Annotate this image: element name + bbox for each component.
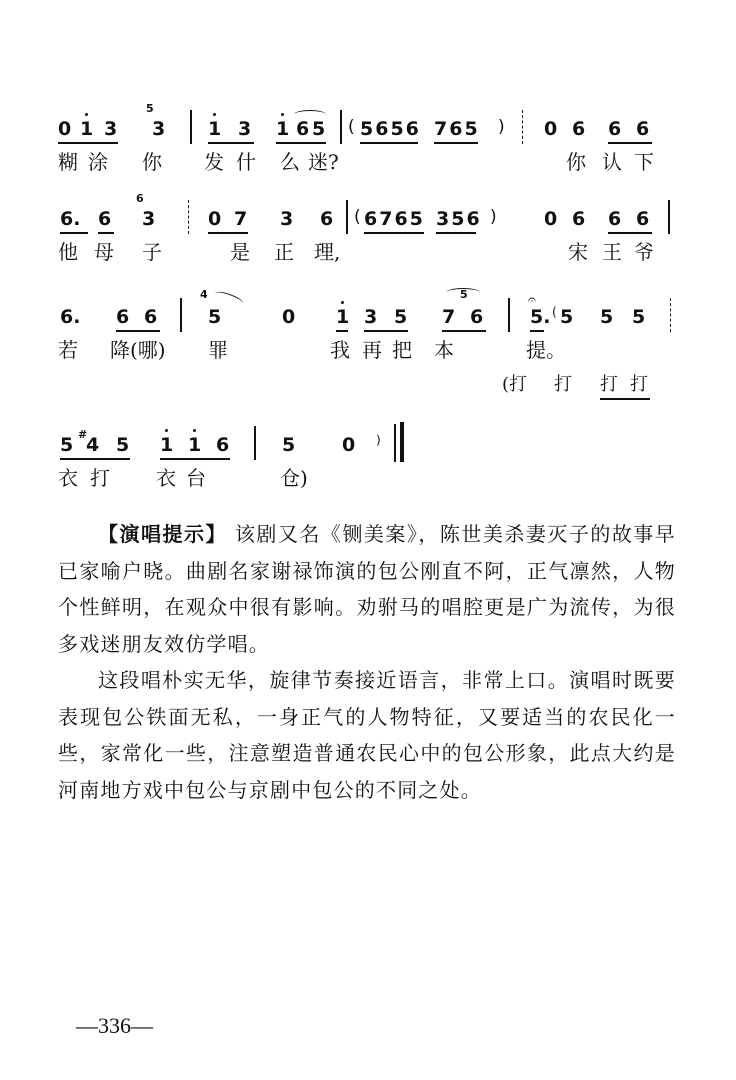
lyric: 发 (204, 150, 224, 174)
note: 6 (144, 306, 158, 328)
note: 5 (632, 306, 646, 328)
score-line-2 (58, 194, 678, 284)
note: 6 (296, 118, 310, 140)
lyrics-row (58, 466, 678, 496)
lyric: 王 (602, 240, 622, 264)
paragraph-1 (58, 516, 676, 662)
barline (188, 200, 189, 234)
note: 5 (116, 434, 130, 456)
note: 6 (470, 306, 484, 328)
barline (346, 200, 348, 234)
note: 1 (80, 118, 94, 140)
barline (508, 298, 510, 332)
note: 7 (234, 208, 248, 230)
beam (364, 330, 408, 332)
note: 0 (342, 434, 356, 456)
note: 5 (60, 434, 74, 456)
performance-notes (58, 516, 676, 808)
final-barline (400, 422, 404, 462)
slur (446, 288, 480, 297)
barline (670, 298, 671, 332)
lyric: 台 (186, 466, 206, 490)
barline (190, 110, 192, 144)
note: 1 (188, 434, 202, 456)
note: 1 (208, 118, 222, 140)
lyric: 把 (392, 338, 412, 362)
percussion-syllable: 打 (630, 374, 648, 395)
barline (254, 426, 256, 460)
percussion-syllable: 打 (600, 374, 618, 395)
lyric: 衣 (156, 466, 176, 490)
barline (668, 200, 670, 234)
lyric: 么 (280, 150, 300, 174)
beam (160, 458, 230, 460)
lyric: 理, (314, 240, 341, 264)
note: 6 (636, 118, 650, 140)
lyric: 衣 (58, 466, 78, 490)
sharp-icon: # (78, 428, 88, 441)
note: 5 (312, 118, 326, 140)
lyric: 再 (362, 338, 382, 362)
notes-row: 5 # 4 5 1 1 6 5 0 ) (58, 420, 678, 460)
note: 3 (104, 118, 118, 140)
note: 6 (636, 208, 650, 230)
lyric: 仓) (280, 466, 308, 490)
beam (336, 330, 348, 332)
notes-row: 6. 6 6 3 0 7 3 6 ( 6765 356 ) 0 6 6 6 (58, 194, 678, 234)
lyric: 你 (566, 150, 586, 174)
note-group: 356 (436, 208, 482, 230)
note: 0 (544, 118, 558, 140)
note: 7 (442, 306, 456, 328)
note: 3 (238, 118, 252, 140)
barline (340, 110, 342, 144)
lyric: 罪 (208, 338, 228, 362)
note: 6 (572, 118, 586, 140)
slur (294, 110, 326, 119)
lyric: 什 (236, 150, 256, 174)
note: 6. (60, 208, 81, 230)
lyric: 本 (434, 338, 454, 362)
lyric: 认 (602, 150, 622, 174)
paragraph-1-text: 该剧又名《铡美案》，陈世美杀妻灭子的故事早已家喻户晓。曲剧名家谢禄饰演的包公刚直不阿，正气凛然，人物个性鲜明，在观众中很有影响。劝驸马的唱腔更是广为流传，为很多戏迷朋友效仿学唱。 (58, 522, 677, 656)
note: 3 (152, 118, 166, 140)
note: 1 (160, 434, 174, 456)
beam (276, 142, 326, 144)
lyric: 打 (90, 466, 110, 490)
beam (360, 142, 418, 144)
percussion-syllable: (打 (502, 374, 528, 395)
note: 6 (98, 208, 112, 230)
note: 6 (320, 208, 334, 230)
lyric: 下 (634, 150, 654, 174)
notes-row: 6. 6 6 4 5 0 1 3 5 5 7 6 𝄐 5. ( 5 5 5 (58, 292, 678, 332)
score-line-1 (58, 104, 678, 194)
note: 3 (142, 208, 156, 230)
note: 0 (282, 306, 296, 328)
note-group: 5656 (360, 118, 421, 140)
grace-note: 5 (146, 102, 154, 115)
note: 5 (282, 434, 296, 456)
note: 6 (608, 208, 622, 230)
lyric: 降(哪) (110, 338, 166, 362)
lyric: 迷? (308, 150, 339, 174)
beam (208, 232, 248, 234)
percussion-syllable: 打 (554, 374, 572, 395)
note: 5 (600, 306, 614, 328)
lyrics-row (58, 338, 678, 368)
paragraph-2: 这段唱朴实无华，旋律节奏接近语言，非常上口。演唱时既要表现包公铁面无私，一身正气的人物特征，又要适当的农民化一些，家常化一些，注意塑造普通农民心中的包公形象，此点大约是河南地方戏中包公与京剧中包公的不同之处。 (58, 668, 676, 802)
beam (600, 398, 650, 400)
note: 6. (60, 306, 81, 328)
page-number: —336— (76, 1013, 153, 1038)
beam (364, 232, 424, 234)
beam (434, 142, 478, 144)
beam (58, 142, 118, 144)
lyric: 提。 (526, 338, 566, 362)
note: 1 (276, 118, 290, 140)
lyric: 爷 (634, 240, 654, 264)
note: 6 (216, 434, 230, 456)
grace-note: 5 (460, 288, 468, 301)
lyrics-row (58, 150, 678, 180)
note: 5 (394, 306, 408, 328)
lyric: 糊 (58, 150, 78, 174)
note: 3 (280, 208, 294, 230)
grace-note: 6 (136, 192, 144, 205)
lyric: 正 (274, 240, 294, 264)
lyric: 我 (330, 338, 350, 362)
grace-note: 4 (200, 288, 208, 301)
note: 6 (116, 306, 130, 328)
beam (60, 458, 130, 460)
beam (60, 232, 88, 234)
lyric: 若 (58, 338, 78, 362)
note: 5 (560, 306, 574, 328)
barline (180, 298, 182, 332)
hint-label: 【演唱提示】 (98, 522, 227, 546)
lyric: 宋 (568, 240, 588, 264)
note-group: 765 (434, 118, 480, 140)
note: 5 (208, 306, 222, 328)
barline (522, 110, 523, 144)
beam (98, 232, 114, 234)
note: 1 (336, 306, 350, 328)
lyric: 子 (142, 240, 162, 264)
notes-row: 0 1 3 5 3 1 3 1 6 5 ( 5656 765 ) 0 6 6 6 (58, 104, 678, 144)
lyrics-row (58, 240, 678, 270)
beam (436, 232, 476, 234)
beam (442, 330, 486, 332)
note: 4 (86, 434, 100, 456)
fermata-icon: 𝄐 (528, 292, 536, 308)
note: 3 (364, 306, 378, 328)
note: 6 (608, 118, 622, 140)
note: 0 (544, 208, 558, 230)
beam (116, 330, 160, 332)
barline (394, 424, 396, 462)
lyric: 他 (58, 240, 78, 264)
beam (208, 142, 254, 144)
beam (530, 330, 544, 332)
note: 5. (530, 306, 551, 328)
score-line-3 (58, 288, 678, 395)
lyric: 你 (142, 150, 162, 174)
note-group: 6765 (364, 208, 425, 230)
lyric: 是 (230, 240, 250, 264)
note: 6 (572, 208, 586, 230)
lyric: 母 (94, 240, 114, 264)
lyric: 涂 (88, 150, 108, 174)
score-line-4 (58, 420, 678, 510)
note: 0 (208, 208, 222, 230)
beam (608, 142, 652, 144)
beam (608, 232, 652, 234)
note: 0 (58, 118, 72, 140)
